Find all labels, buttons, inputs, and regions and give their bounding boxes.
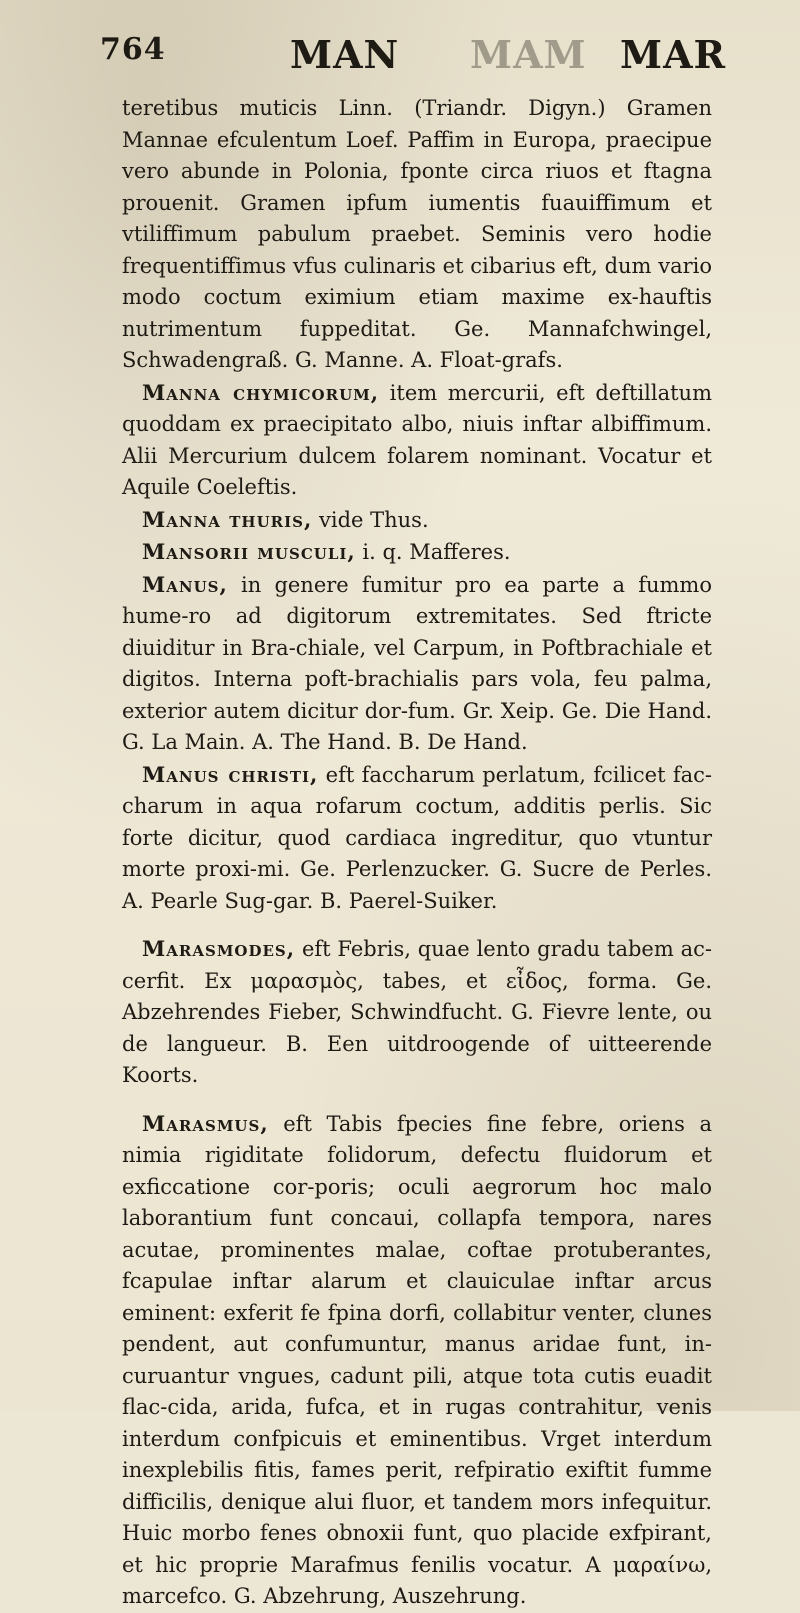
left-guide-word: MAN	[290, 32, 400, 77]
entry-lemma: Marasmus,	[142, 1110, 269, 1136]
entry-lemma: Manna thuris,	[142, 506, 313, 532]
middle-guide-word: MAM	[470, 32, 587, 77]
page-number: 764	[100, 32, 166, 67]
entry-lemma: Mansorii musculi,	[142, 539, 356, 564]
entry-manus-christi	[122, 759, 712, 918]
entry-manna-thuris	[122, 504, 712, 537]
entry-text: in genere fumitur pro ea parte a fummo hume-ro ad digitorum extremitates. Sed ftricte diuiditur in Bra-chiale, vel Carpum, in Poftbrachiale et digitos. Interna poft-brachialis pars vola, feu palma, exterior autem dicitur dor-fum. Gr. Xeip. Ge. Die Hand. G. La Main. A. The Hand. B. De Hand.	[122, 572, 712, 754]
entry-manna-gramen	[122, 92, 712, 377]
entry-marasmodes	[122, 933, 712, 1092]
entry-text: i. q. Mafferes.	[362, 540, 511, 564]
right-guide-word: MAR	[620, 32, 727, 77]
entry-lemma: Marasmodes,	[142, 936, 296, 961]
entry-lemma: Manus christi,	[142, 761, 319, 787]
entries-column	[122, 92, 712, 1613]
entry-text: eft Febris, quae lento gradu tabem ac-cerfit. Ex μαρασμὸς, tabes, et εἶδος, forma. Ge. Abzehrendes Fieber, Schwindfucht. G. Fievre lente, ou de langueur. B. Een uitdroogende of uitteerende Koorts.	[122, 937, 712, 1087]
entry-text: vide Thus.	[318, 507, 429, 532]
entry-lemma: Manna chymicorum,	[142, 379, 380, 405]
entry-manna-chymicorum	[122, 377, 712, 504]
running-header	[100, 18, 740, 78]
entry-text: eft Tabis fpecies fine febre, oriens a nimia rigiditate folidorum, defectu fluidorum et exficcatione cor-poris; oculi aegrorum hoc malo laborantium funt concaui, collapfa tempora, nares acutae, prominentes malae, coftae protuberantes, fcapulae inftar alarum et clauiculae inftar arcus eminent: exferit fe fpina dorfi, collabitur venter, clunes pendent, aut confumuntur, manus aridae funt, in-curuantur vngues, cadunt pili, atque tota cutis euadit flac-cida, arida, fufca, et in rugas contrahitur, venis interdum confpicuis et eminentibus. Vrget interdum inexplebilis fitis, fames perit, refpiratio exiftit fumme difficilis, denique alui fluor, et tandem mors infequitur. Huic morbo fenes obnoxii funt, quo placide exfpirant, et hic proprie Marafmus fenilis vocatur. A μαραίνω, marcefco. G. Abzehrung, Auszehrung.	[122, 1111, 712, 1608]
entry-text: item mercurii, eft deftillatum quoddam ex praecipitato albo, niuis inftar albiffimum. Alii Mercurium dulcem folarem nominant. Vocatur et Aquile Coeleftis.	[122, 380, 712, 499]
entry-lemma: Manus,	[142, 571, 228, 597]
entry-text: teretibus muticis Linn. (Triandr. Digyn.) Gramen Mannae efculentum Loef. Paffim in Europa, praecipue vero abunde in Polonia, fponte circa riuos et ftagna prouenit. Gramen ipfum iumentis fuauiffimum et vtiliffimum pabulum praebet. Seminis vero hodie frequentiffimus vfus culinaris et cibarius eft, dum vario modo coctum eximium etiam maxime ex-hauftis nutrimentum fuppeditat. Ge. Mannafchwingel, Schwadengraß. G. Manne. A. Float-grafs.	[122, 96, 712, 372]
entry-manus	[122, 569, 712, 759]
entry-marasmus	[122, 1108, 712, 1613]
entry-text: eft faccharum perlatum, fcilicet fac-charum in aqua rofarum coctum, additis perlis. Sic forte dicitur, quod cardiaca ingreditur, quo vtuntur morte proxi-mi. Ge. Perlenzucker. G. Sucre de Perles. A. Pearle Sug-gar. B. Paerel-Suiker.	[122, 762, 712, 913]
entry-mansorii-musculi	[122, 536, 712, 569]
